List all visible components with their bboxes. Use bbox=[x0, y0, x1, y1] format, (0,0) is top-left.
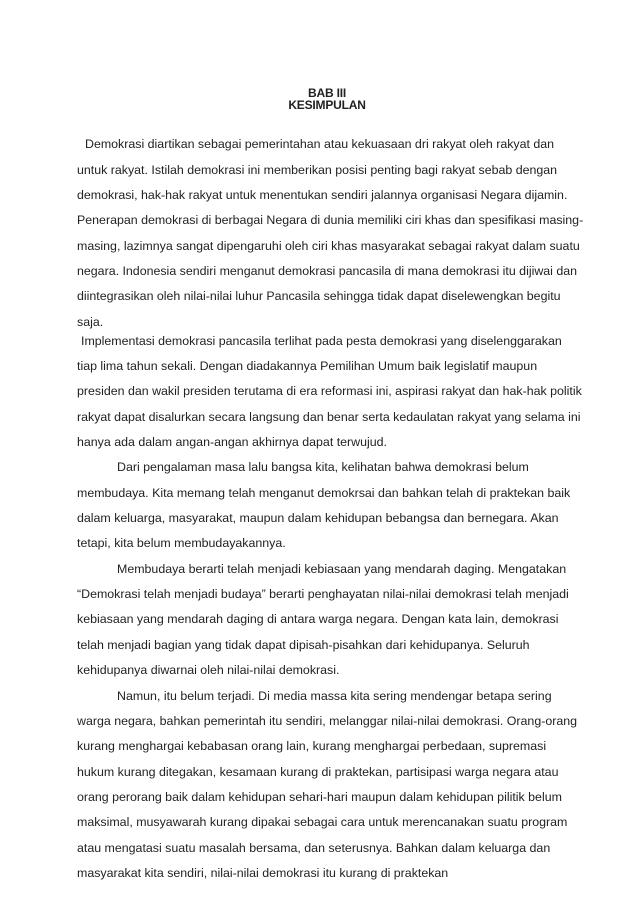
text-line: demokrasi, hak-hak rakyat untuk menentukan sendiri jalannya organisasi Negara dijamin. bbox=[77, 188, 568, 202]
text-line: kehidupanya diwarnai oleh nilai-nilai demokrasi. bbox=[77, 663, 340, 677]
text-line: Membudaya berarti telah menjadi kebiasaan yang mendarah daging. Mengatakan bbox=[117, 562, 567, 576]
text-line: untuk rakyat. Istilah demokrasi ini memberikan posisi penting bagi rakyat sebab dengan bbox=[77, 163, 558, 177]
text-line: Namun, itu belum terjadi. Di media massa kita sering mendengar betapa sering bbox=[117, 689, 552, 703]
text-line: kurang menghargai kebabasan orang lain, kurang menghargai perbedaan, supremasi bbox=[77, 739, 547, 753]
text-line: Dari pengalaman masa lalu bangsa kita, kelihatan bahwa demokrasi belum bbox=[117, 460, 529, 474]
text-line: hanya ada dalam angan-angan akhirnya dapat terwujud. bbox=[77, 435, 387, 449]
text-line: telah menjadi bagian yang tidak dapat dipisah-pisahkan dari kehidupanya. Seluruh bbox=[77, 638, 530, 652]
text-line: Demokrasi diartikan sebagai pemerintahan atau kekuasaan dri rakyat oleh rakyat dan bbox=[85, 137, 555, 151]
text-line: membudaya. Kita memang telah menganut demokrsai dan bahkan telah di praktekan baik bbox=[77, 486, 571, 500]
text-line: kebiasaan yang mendarah daging di antara warga negara. Dengan kata lain, demokrasi bbox=[77, 612, 559, 626]
text-line: diintegrasikan oleh nilai-nilai luhur Pancasila sehingga tidak dapat diselewengkan begitu bbox=[77, 289, 561, 303]
text-line: presiden dan wakil presiden terutama di era reformasi ini, aspirasi rakyat dan hak-hak politik bbox=[77, 384, 582, 398]
text-line: hukum kurang ditegakan, kesamaan kurang di praktekan, partisipasi warga negara atau bbox=[77, 765, 559, 779]
text-line: orang perorang baik dalam kehidupan sehari-hari maupun dalam kehidupan pilitik belum bbox=[77, 790, 562, 804]
text-line: atau mengatasi suatu masalah bersama, dan seterusnya. Bahkan dalam keluarga dan bbox=[77, 841, 551, 855]
text-line: negara. Indonesia sendiri menganut demokrasi pancasila di mana demokrasi itu dijiwai dan bbox=[77, 264, 578, 278]
text-line: Penerapan demokrasi di berbagai Negara di dunia memiliki ciri khas dan spesifikasi masing- bbox=[77, 213, 584, 227]
chapter-heading: BAB III bbox=[308, 86, 346, 100]
text-line: “Demokrasi telah menjadi budaya” berarti penghayatan nilai-nilai demokrasi telah menjadi bbox=[77, 587, 569, 601]
text-line: tetapi, kita belum membudayakannya. bbox=[77, 536, 286, 550]
text-line: saja. bbox=[77, 315, 104, 329]
text-line: Implementasi demokrasi pancasila terlihat pada pesta demokrasi yang diselenggarakan bbox=[81, 334, 562, 348]
text-line: masyarakat kita sendiri, nilai-nilai demokrasi itu kurang di praktekan bbox=[77, 866, 449, 880]
text-line: warga negara, bahkan pemerintah itu sendiri, melanggar nilai-nilai demokrasi. Orang-orang bbox=[77, 714, 578, 728]
page-title: KESIMPULAN bbox=[288, 98, 366, 112]
text-line: rakyat dapat disalurkan secara langsung dan benar serta kedaulatan rakyat yang selama ini bbox=[77, 410, 581, 424]
text-line: dalam keluarga, masyarakat, maupun dalam kehidupan bebangsa dan bernegara. Akan bbox=[77, 511, 559, 525]
text-line: masing, lazimnya sangat dipengaruhi oleh ciri khas masyarakat sebagai rakyat dalam suatu bbox=[77, 239, 580, 253]
text-line: maksimal, musyawarah kurang dipakai sebagai cara untuk merencanakan suatu program bbox=[77, 815, 568, 829]
text-line: tiap lima tahun sekali. Dengan diadakannya Pemilihan Umum baik legislatif maupun bbox=[77, 359, 538, 373]
